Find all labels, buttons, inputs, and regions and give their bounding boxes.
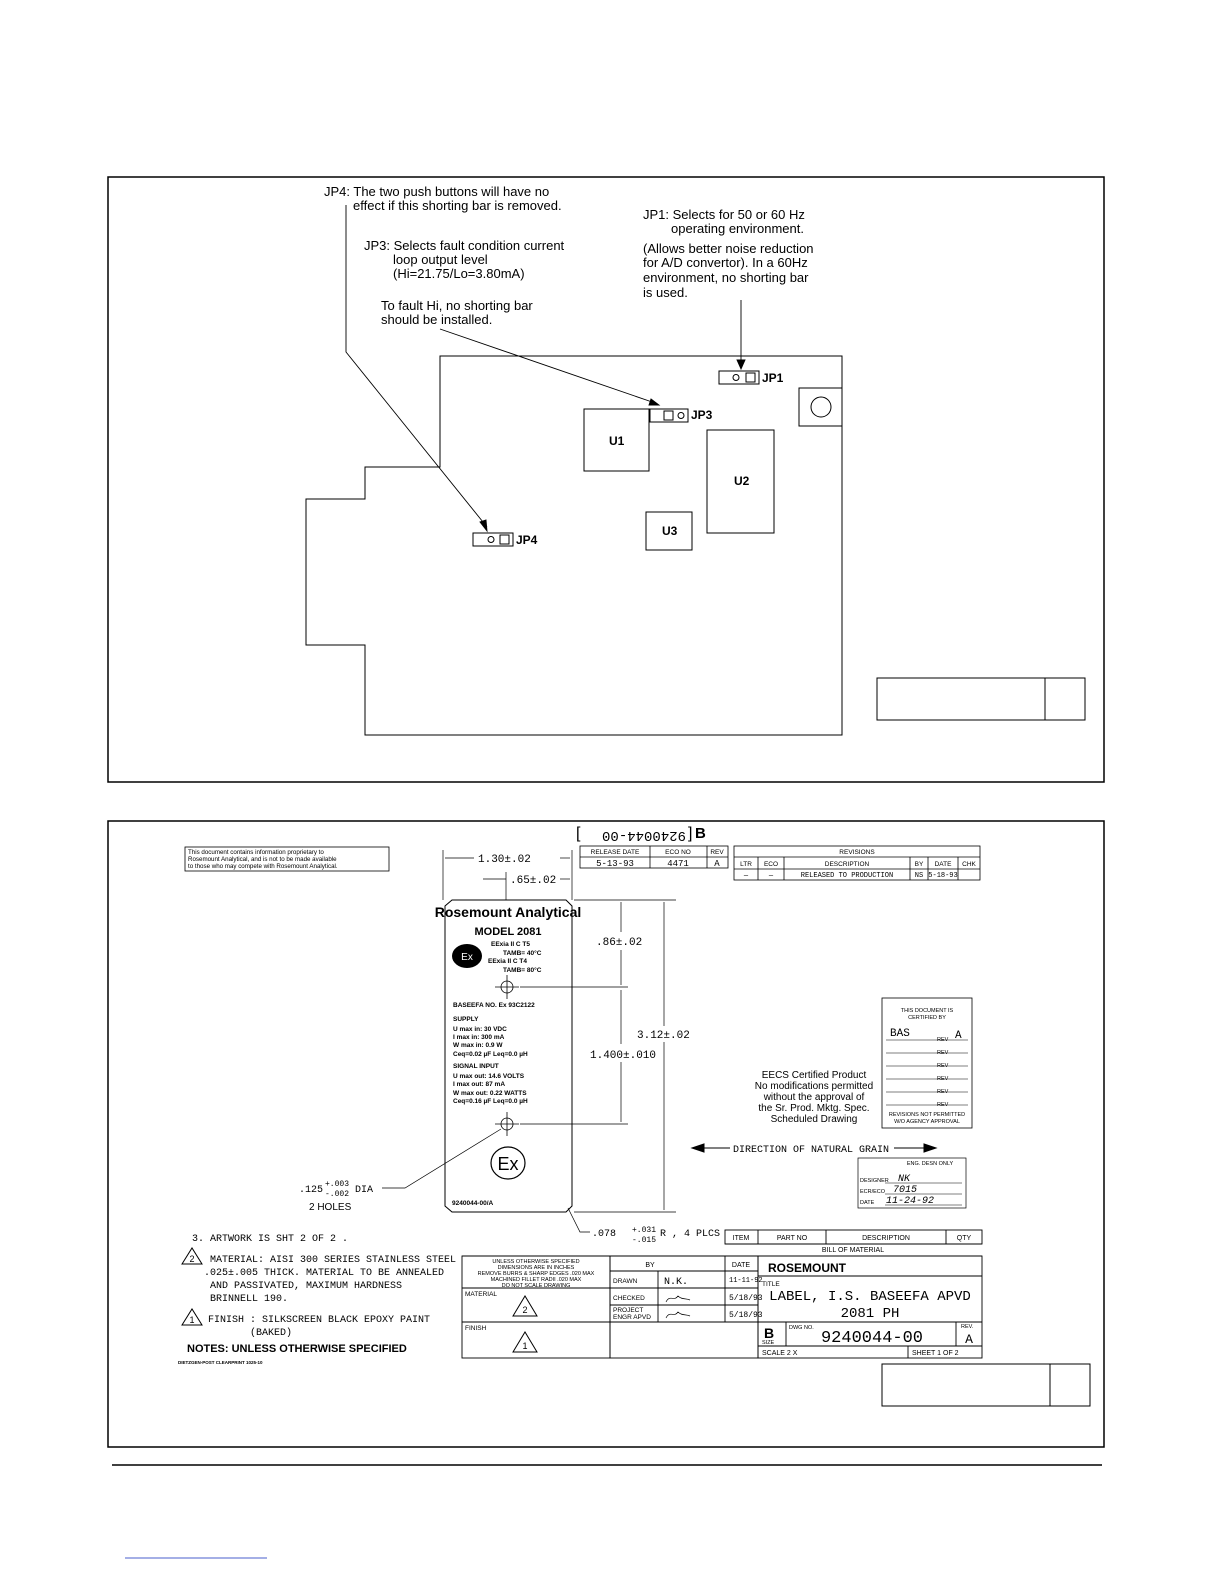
release-header-rev: REV bbox=[710, 849, 724, 856]
cert-rev-6: REV bbox=[937, 1102, 949, 1108]
grain-arrowhead-right bbox=[924, 1144, 936, 1152]
hole-dia: DIA bbox=[355, 1185, 374, 1196]
cert-footer2: W/O AGENCY APPROVAL bbox=[894, 1119, 960, 1125]
jp1-extra-line1: (Allows better noise reduction bbox=[643, 241, 814, 256]
note-1-line2: (BAKED) bbox=[250, 1328, 293, 1339]
release-eco: 4471 bbox=[667, 859, 689, 869]
rev-row-by: NS bbox=[914, 872, 924, 880]
hole-tol-minus: -.002 bbox=[325, 1190, 350, 1199]
title-rev-label: REV. bbox=[961, 1324, 974, 1330]
label-brand: Rosemount Analytical bbox=[434, 904, 582, 920]
stamp-bracket-right: ] bbox=[688, 825, 693, 842]
label-cert1: EExia II C T5 bbox=[491, 941, 531, 948]
label-signal-2: I max out: 87 mA bbox=[453, 1081, 506, 1088]
dim-half: .65±.02 bbox=[510, 875, 557, 887]
dim-hole-span: 1.400±.010 bbox=[590, 1050, 657, 1062]
bom-header-qty: QTY bbox=[956, 1235, 972, 1242]
tolerance-line5: DO NOT SCALE DRAWING bbox=[501, 1283, 571, 1289]
eecs-line2: No modifications permitted bbox=[754, 1081, 874, 1092]
title-line2: 2081 PH bbox=[840, 1306, 900, 1322]
stamp-bracket-left: [ bbox=[576, 825, 581, 842]
tolerance-line4: MACHINED FILLET RADII .020 MAX bbox=[490, 1277, 582, 1283]
revisions-title: REVISIONS bbox=[839, 849, 875, 856]
cert-title2: CERTIFIED BY bbox=[908, 1015, 946, 1021]
label-part-number: 9240044-00/A bbox=[452, 1200, 494, 1207]
dim-width: 1.30±.02 bbox=[478, 854, 531, 866]
eng-val-ecr: 7015 bbox=[893, 1185, 918, 1196]
radius-note: R , 4 PLCS bbox=[660, 1229, 721, 1240]
label-signal-4: Ceq=0.16 µF Leq=0.0 µH bbox=[453, 1098, 528, 1105]
jp1-extra-line3: environment, no shorting bar bbox=[643, 270, 809, 285]
label-u1: U1 bbox=[609, 434, 625, 448]
date-header: DATE bbox=[731, 1262, 751, 1269]
release-date: 5-13-93 bbox=[596, 859, 634, 869]
ex-symbol-text: Ex bbox=[497, 1154, 519, 1174]
radius-dim: .078 bbox=[592, 1229, 617, 1240]
label-tamb1: TAMB= 40°C bbox=[503, 950, 542, 957]
rev-row-date: 5-18-93 bbox=[928, 872, 958, 880]
label-supply-2: I max in: 300 mA bbox=[453, 1034, 505, 1041]
tolerance-line2: DIMENSIONS ARE IN INCHES bbox=[497, 1265, 575, 1271]
jp3-note-line3: (Hi=21.75/Lo=3.80mA) bbox=[393, 266, 525, 281]
footer-small: DIETZGEN-POST CLEARPRINT 1025-10 bbox=[178, 1360, 263, 1365]
eng-row-designer: DESIGNER bbox=[860, 1178, 889, 1184]
bom-header-part: PART NO bbox=[776, 1235, 808, 1242]
label-signal: SIGNAL INPUT bbox=[453, 1063, 499, 1070]
by-header: BY bbox=[645, 1262, 655, 1269]
dim-top: .86±.02 bbox=[596, 937, 643, 949]
release-header-eco: ECO NO bbox=[665, 849, 691, 856]
jp3-note-line2: loop output level bbox=[393, 252, 488, 267]
title-size: B bbox=[764, 1325, 775, 1341]
figure2-caption-box bbox=[882, 1364, 1090, 1406]
title-label: TITLE bbox=[762, 1281, 780, 1288]
title-dwg-number: 9240044-00 bbox=[820, 1329, 924, 1348]
grain-arrowhead-left bbox=[692, 1144, 704, 1152]
proprietary-line3: to those who may compete with Rosemount Analytical. bbox=[188, 863, 338, 870]
label-supply-1: U max in: 30 VDC bbox=[453, 1026, 507, 1033]
jp4-pin-round bbox=[488, 537, 494, 543]
finish-label: FINISH bbox=[465, 1325, 487, 1332]
dim-height: 3.12±.02 bbox=[637, 1030, 690, 1042]
cert-rev-2: REV bbox=[937, 1050, 949, 1056]
rev-row-eco: — bbox=[768, 872, 774, 880]
proprietary-line2: Rosemount Analytical, and is not to be made available bbox=[188, 856, 337, 863]
note-2-line1: MATERIAL: AISI 300 SERIES STAINLESS STEEL bbox=[210, 1255, 457, 1266]
eecs-line4: the Sr. Prod. Mktg. Spec. bbox=[758, 1103, 870, 1114]
project-label1: PROJECT bbox=[613, 1307, 644, 1314]
eecs-line5: Scheduled Drawing bbox=[770, 1114, 858, 1125]
cert-rev-1: REV bbox=[937, 1037, 949, 1043]
label-u2: U2 bbox=[734, 474, 750, 488]
stamp-letter: B bbox=[695, 825, 706, 842]
radius-leader bbox=[568, 1208, 590, 1232]
hole-dim: .125 bbox=[299, 1185, 324, 1196]
drawn-date: 11-11-92 bbox=[729, 1277, 763, 1285]
mounting-hole-bottom bbox=[495, 1112, 519, 1136]
cert-rev-lines bbox=[886, 1040, 968, 1105]
signature-marks bbox=[666, 1296, 690, 1318]
eecs-line1: EECS Certified Product bbox=[761, 1070, 867, 1081]
radius-tol-plus: +.031 bbox=[632, 1226, 657, 1235]
drawn-by: N.K. bbox=[664, 1277, 689, 1288]
bom-header-item: ITEM bbox=[732, 1235, 750, 1242]
eng-val-designer: NK bbox=[898, 1174, 911, 1185]
mirrored-drawing-stamp bbox=[602, 827, 686, 843]
hole-tol-plus: +.003 bbox=[325, 1180, 350, 1189]
note-2-line2: .025±.005 THICK. MATERIAL TO BE ANNEALED bbox=[204, 1268, 445, 1279]
title-size-label: SIZE bbox=[762, 1340, 775, 1346]
rev-row-ltr: — bbox=[743, 872, 749, 880]
bom-header-description: DESCRIPTION bbox=[862, 1235, 910, 1242]
jp1-extra-line2: for A/D convertor). In a 60Hz bbox=[643, 255, 808, 270]
cert-bas: BAS bbox=[890, 1028, 910, 1040]
material-triangle-number: 2 bbox=[522, 1305, 528, 1315]
note-2-line3: AND PASSIVATED, MAXIMUM HARDNESS bbox=[210, 1281, 403, 1292]
title-rev: A bbox=[965, 1332, 973, 1347]
note-1-line1: FINISH : SILKSCREEN BLACK EPOXY PAINT bbox=[208, 1315, 431, 1326]
label-supply-4: Ceq=0.02 µF Leq=0.0 µH bbox=[453, 1051, 528, 1058]
pushbutton-circle bbox=[811, 397, 831, 417]
jp4-note-line2: effect if this shorting bar is removed. bbox=[353, 198, 562, 213]
jp1-note-line1: JP1: Selects for 50 or 60 Hz bbox=[643, 207, 805, 222]
cert-rev-4: REV bbox=[937, 1076, 949, 1082]
jp1-extra-line4: is used. bbox=[643, 285, 688, 300]
pushbutton-block bbox=[799, 388, 842, 426]
title-sheet: SHEET 1 OF 2 bbox=[912, 1350, 959, 1357]
jp3-arrowhead bbox=[649, 399, 659, 405]
mounting-hole-top bbox=[495, 975, 519, 999]
notes-footer: NOTES: UNLESS OTHERWISE SPECIFIED bbox=[187, 1343, 407, 1355]
release-header-date: RELEASE DATE bbox=[590, 849, 640, 856]
bom-title: BILL OF MATERIAL bbox=[821, 1247, 885, 1254]
tolerance-line3: REMOVE BURRS & SHARP EDGES .020 MAX bbox=[477, 1271, 595, 1277]
label-jp3: JP3 bbox=[691, 408, 713, 422]
ex-badge-text: Ex bbox=[461, 952, 473, 963]
finish-triangle-number: 1 bbox=[522, 1341, 528, 1351]
checked-label: CHECKED bbox=[613, 1295, 645, 1302]
jp3-pin-square bbox=[664, 411, 673, 420]
jp4-arrowhead bbox=[480, 520, 487, 531]
project-label2: ENGR APVD bbox=[613, 1314, 651, 1321]
jp4-pin-square bbox=[500, 535, 509, 544]
title-company: ROSEMOUNT bbox=[768, 1261, 846, 1275]
rev-row-description: RELEASED TO PRODUCTION bbox=[800, 872, 894, 880]
label-signal-3: W max out: 0.22 WATTS bbox=[453, 1090, 527, 1097]
checked-date: 5/18/93 bbox=[729, 1294, 763, 1303]
title-line1: LABEL, I.S. BASEEFA APVD bbox=[769, 1289, 971, 1305]
jp1-pin-round bbox=[733, 375, 739, 381]
note-2-line4: BRINNELL 190. bbox=[210, 1294, 289, 1305]
jp4-note-line1: JP4: The two push buttons will have no bbox=[324, 184, 550, 199]
title-dwg-label: DWG NO. bbox=[789, 1325, 814, 1331]
rev-header-chk: CHK bbox=[962, 861, 976, 868]
mirrored-stamp-text: 9240044-00 bbox=[601, 827, 687, 843]
cert-rev-5: REV bbox=[937, 1089, 949, 1095]
label-u3: U3 bbox=[662, 524, 678, 538]
label-jp4: JP4 bbox=[516, 533, 538, 547]
note-1-triangle-number: 1 bbox=[189, 1315, 195, 1325]
label-baseefa: BASEEFA NO. Ex 93C2122 bbox=[453, 1002, 535, 1009]
hole-leader bbox=[382, 1129, 501, 1188]
project-date: 5/18/93 bbox=[729, 1311, 763, 1320]
cert-title1: THIS DOCUMENT IS bbox=[900, 1008, 954, 1014]
cert-rev-3: REV bbox=[937, 1063, 949, 1069]
note-2-triangle-number: 2 bbox=[189, 1254, 195, 1264]
note-3: 3. ARTWORK IS SHT 2 OF 2 . bbox=[192, 1234, 349, 1245]
rev-header-date: DATE bbox=[934, 861, 952, 868]
pcb-outline bbox=[306, 356, 842, 735]
jp1-pin-square bbox=[746, 373, 755, 382]
figure1-caption-box bbox=[877, 678, 1085, 720]
jp1-note-line2: operating environment. bbox=[671, 221, 804, 236]
label-signal-1: U max out: 14.6 VOLTS bbox=[453, 1073, 525, 1080]
rev-header-eco: ECO bbox=[763, 861, 779, 868]
cert-footer1: REVISIONS NOT PERMITTED bbox=[888, 1112, 966, 1118]
eng-row-date: DATE bbox=[860, 1200, 875, 1206]
label-model: MODEL 2081 bbox=[474, 926, 542, 938]
rev-header-description: DESCRIPTION bbox=[824, 861, 870, 868]
jp3-note-line1: JP3: Selects fault condition current bbox=[364, 238, 565, 253]
grain-direction: DIRECTION OF NATURAL GRAIN bbox=[733, 1145, 890, 1156]
rev-header-ltr: LTR bbox=[740, 861, 752, 868]
rev-header-by: BY bbox=[914, 861, 924, 868]
release-rev: A bbox=[714, 859, 720, 869]
fault-note-line2: should be installed. bbox=[381, 312, 493, 327]
label-tamb2: TAMB= 80°C bbox=[503, 967, 542, 974]
figure1-frame bbox=[108, 177, 1104, 782]
eng-val-date: 11-24-92 bbox=[886, 1196, 935, 1207]
material-label: MATERIAL bbox=[465, 1291, 498, 1298]
radius-tol-minus: -.015 bbox=[632, 1236, 657, 1245]
eecs-line3: without the approval of bbox=[763, 1092, 865, 1103]
jp3-pin-round bbox=[678, 413, 684, 419]
fault-note-line1: To fault Hi, no shorting bar bbox=[381, 298, 533, 313]
jp3-leader bbox=[440, 329, 655, 403]
eng-row-ecr: ECR/ECO bbox=[860, 1189, 886, 1195]
label-supply: SUPPLY bbox=[453, 1016, 479, 1023]
eng-title: ENG. DESN ONLY bbox=[906, 1161, 954, 1167]
proprietary-line1: This document contains information proprietary to bbox=[188, 849, 324, 856]
label-cert2: EExia II C T4 bbox=[488, 958, 528, 965]
jp1-arrowhead bbox=[737, 360, 745, 369]
drawn-label: DRAWN bbox=[613, 1278, 638, 1285]
tolerance-line1: UNLESS OTHERWISE SPECIFIED bbox=[492, 1259, 580, 1265]
hole-count: 2 HOLES bbox=[309, 1202, 352, 1213]
label-supply-3: W max in: 0.9 W bbox=[453, 1042, 503, 1049]
title-scale: SCALE 2 X bbox=[762, 1350, 798, 1357]
label-jp1: JP1 bbox=[762, 371, 784, 385]
cert-rev-value: A bbox=[955, 1030, 962, 1042]
